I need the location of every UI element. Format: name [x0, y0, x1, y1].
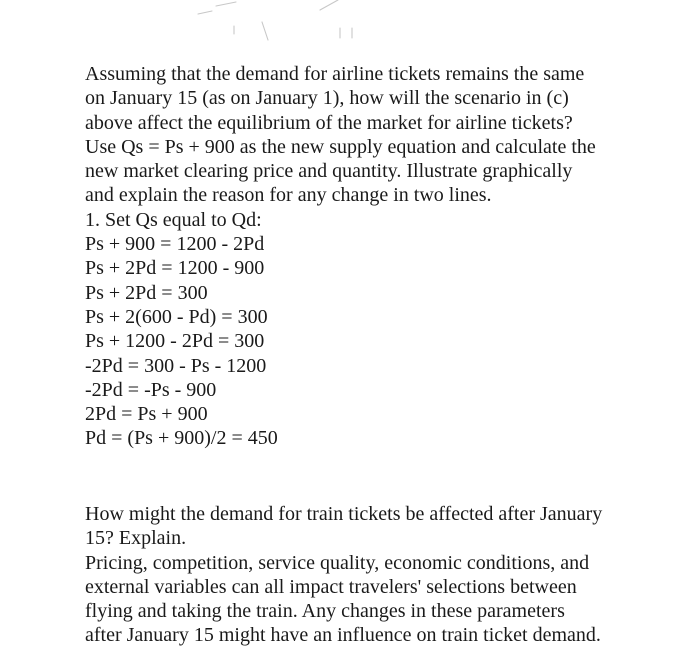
question-line: Assuming that the demand for airline tickets remains the same [85, 63, 585, 85]
equation-line: -2Pd = 300 - Ps - 1200 [85, 354, 267, 377]
equation-line: -2Pd = -Ps - 900 [85, 378, 217, 401]
equation-result-line: Pd = (Ps + 900)/2 = 450 [85, 427, 278, 450]
question-and-answer-1 [85, 62, 665, 451]
equation-line: Ps + 2(600 - Pd) = 300 [85, 305, 268, 328]
answer-line: external variables can all impact travelers' selections between [85, 575, 577, 598]
equation-line: Ps + 2Pd = 1200 - 900 [85, 257, 265, 280]
equation-line: Ps + 2Pd = 300 [85, 281, 208, 304]
answer-step-line: 1. Set Qs equal to Qd: [85, 208, 262, 231]
question-line: new market clearing price and quantity. Illustrate graphically [85, 160, 573, 183]
question-line: Use Qs = Ps + 900 as the new supply equation and calculate the [85, 135, 596, 158]
answer-line: flying and taking the train. Any changes in these parameters [85, 600, 565, 623]
answer-line: Pricing, competition, service quality, economic conditions, and [85, 551, 590, 574]
question-line: How might the demand for train tickets be affected after January [85, 503, 603, 525]
question-line: above affect the equilibrium of the market for airline tickets? [85, 111, 573, 134]
equation-line: Ps + 1200 - 2Pd = 300 [85, 330, 265, 353]
equation-line: Ps + 900 = 1200 - 2Pd [85, 233, 265, 256]
question-line: on January 15 (as on January 1), how will the scenario in (c) [85, 87, 569, 110]
equation-line: 2Pd = Ps + 900 [85, 403, 208, 426]
handwritten-marks [0, 0, 700, 50]
question-line: and explain the reason for any change in two lines. [85, 184, 492, 207]
answer-line: after January 15 might have an influence on train ticket demand. [85, 624, 601, 647]
question-and-answer-2 [85, 502, 665, 648]
question-line: 15? Explain. [85, 527, 187, 550]
